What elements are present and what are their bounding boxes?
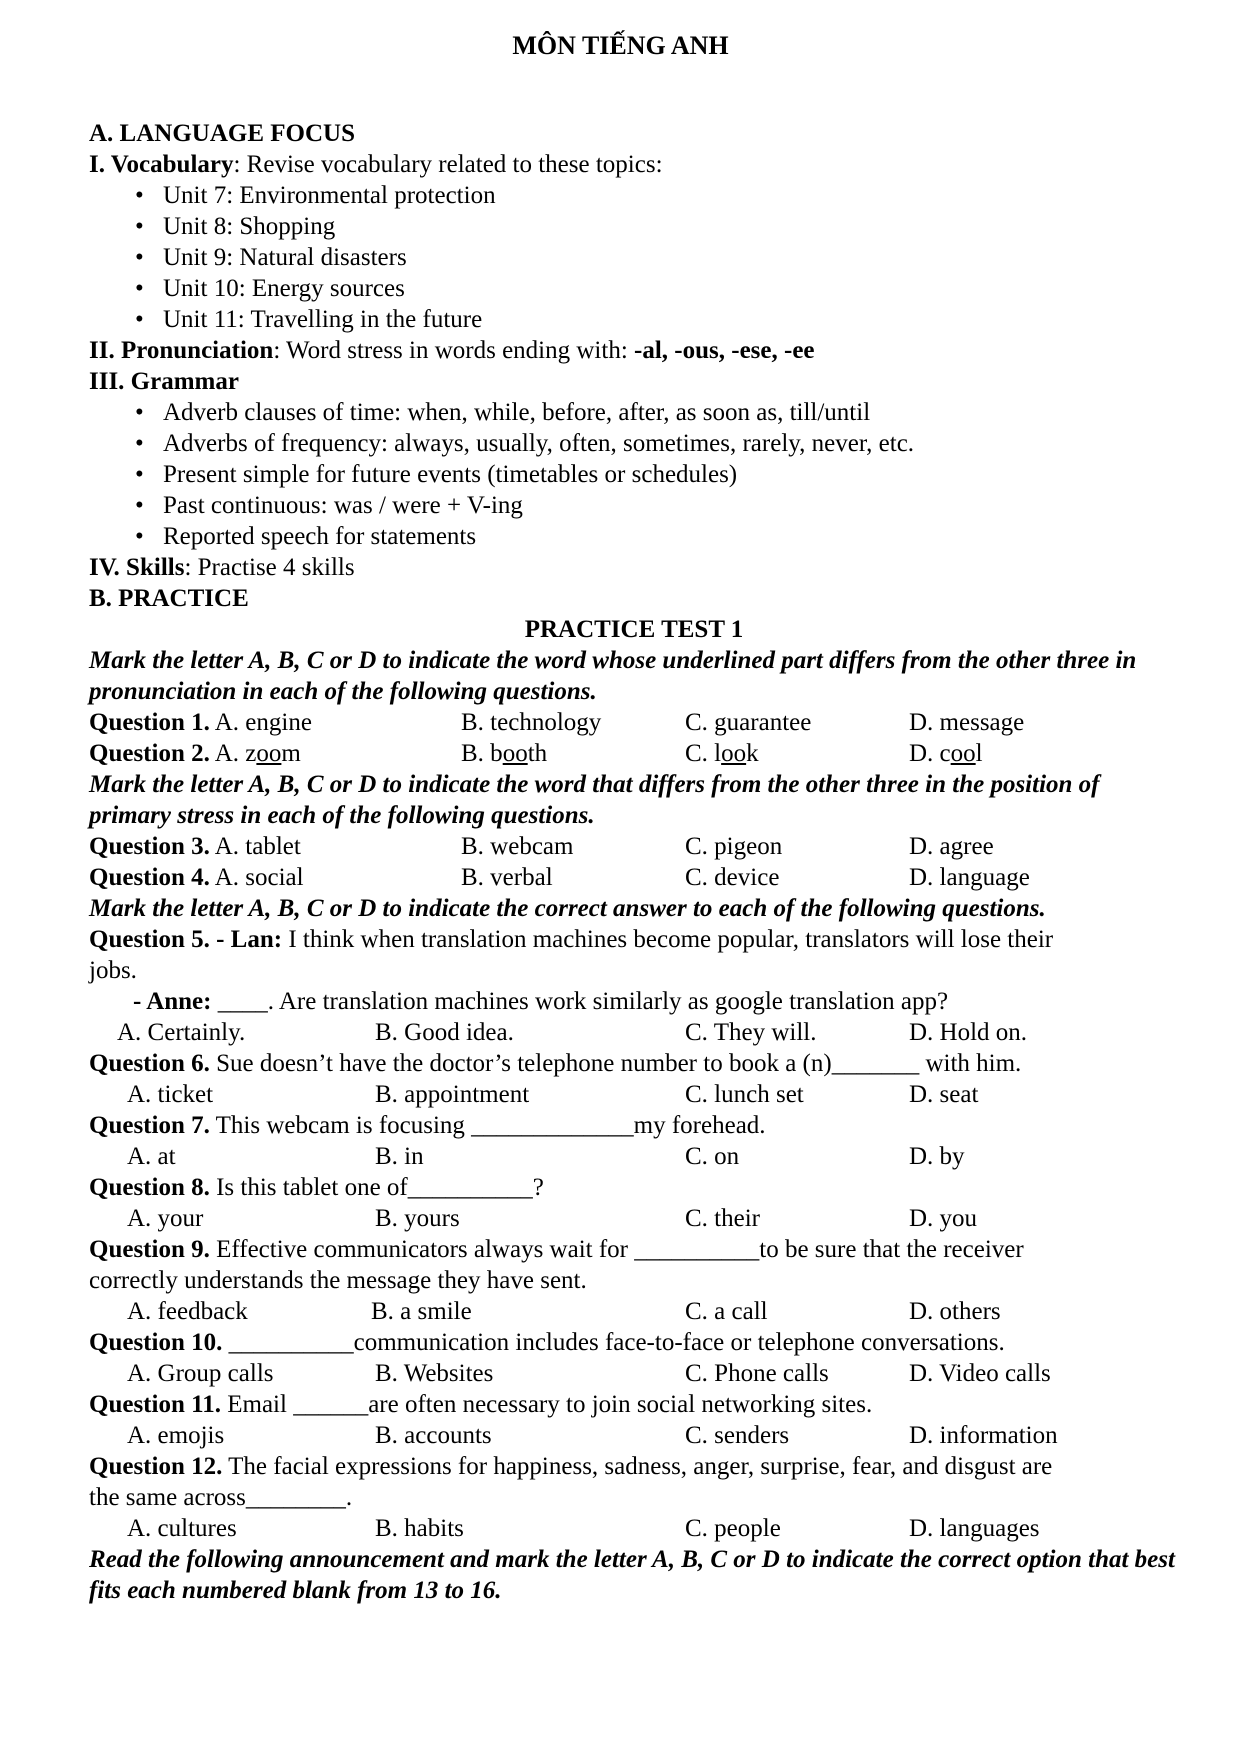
instruction-stress: Mark the letter A, B, C or D to indicate the word that differs from the other three in the position of primary stress in each of the following questions. [89,771,1100,829]
option-c: C. device [685,864,780,891]
option-b: B. webcam [461,833,574,860]
skills-heading [89,552,1179,583]
question-11-options [89,1420,1179,1451]
option-a: A. ticket [127,1081,214,1108]
option-a: A. Group calls [127,1360,274,1387]
question-label: Question 8. [89,1174,210,1201]
option-b: B. verbal [461,864,553,891]
option-c: C. on [685,1143,740,1170]
question-12-options [89,1513,1179,1544]
question-label: Question 3. [89,833,210,860]
question-6 [89,1048,1179,1079]
option-d: D. agree [909,833,994,860]
question-label: Question 9. [89,1236,210,1263]
speaker-anne: - Anne: [133,988,212,1015]
option-c: C. senders [685,1422,790,1449]
option-d: D. seat [909,1081,979,1108]
option-b: B. a smile [371,1298,472,1325]
question-label: Question 6. [89,1050,210,1077]
list-item: • Reported speech for statements [89,521,1179,552]
question-text: Email ______are often necessary to join social networking sites. [220,1391,873,1418]
question-1 [89,707,1179,738]
option-a: A. tablet [214,833,301,860]
grammar-heading: III. Grammar [89,368,239,395]
question-5-lan-cont: jobs. [89,957,137,984]
option-b: B. appointment [375,1081,530,1108]
question-label: Question 11. [89,1391,221,1418]
option-b: B. booth [461,740,548,767]
list-item: • Present simple for future events (timetables or schedules) [89,459,1179,490]
page-title: MÔN TIẾNG ANH [512,31,729,60]
question-4 [89,862,1179,893]
option-c: C. a call [685,1298,768,1325]
option-a: A. at [127,1143,176,1170]
question-12-cont: the same across________. [89,1484,353,1511]
option-a: A. engine [214,709,312,736]
question-text: Is this tablet one of__________? [209,1174,544,1201]
question-7 [89,1110,1179,1141]
option-c: C. lunch set [685,1081,804,1108]
question-text: Effective communicators always wait for __________to be sure that the receiver [209,1236,1024,1263]
list-item: • Unit 11: Travelling in the future [89,304,1179,335]
option-c: C. pigeon [685,833,783,860]
option-d: D. you [909,1205,978,1232]
question-text: The facial expressions for happiness, sadness, anger, surprise, fear, and disgust are [222,1453,1053,1480]
skills-text: : Practise 4 skills [184,554,355,581]
option-d: D. information [909,1422,1058,1449]
grammar-list [89,397,1179,552]
pronunciation-label: II. Pronunciation [89,337,274,364]
option-a: A. social [214,864,304,891]
option-b: B. yours [375,1205,460,1232]
option-a: A. Certainly. [117,1019,246,1046]
option-c: C. Phone calls [685,1360,829,1387]
question-row [89,831,301,862]
pronunciation-text: : Word stress in words ending with: [273,337,635,364]
question-label: Question 12. [89,1453,223,1480]
vocabulary-list [89,180,1179,335]
question-10 [89,1327,1179,1358]
list-item: • Unit 9: Natural disasters [89,242,1179,273]
list-item: • Unit 8: Shopping [89,211,1179,242]
option-c: C. look [685,740,759,767]
anne-text: ____. Are translation machines work similarly as google translation app? [211,988,949,1015]
document-body [89,118,1179,1606]
question-label: Question 5. [89,926,210,953]
option-c: C. guarantee [685,709,812,736]
test-title: PRACTICE TEST 1 [524,616,744,643]
question-5-lan [89,924,1179,955]
question-12 [89,1451,1179,1482]
option-a: A. emojis [127,1422,225,1449]
pronunciation-heading [89,335,1179,366]
option-c: C. their [685,1205,760,1232]
question-11 [89,1389,1179,1420]
option-d: D. cool [909,740,983,767]
question-label: Question 10. [89,1329,223,1356]
question-9-options [89,1296,1179,1327]
option-d: D. by [909,1143,965,1170]
option-b: B. accounts [375,1422,492,1449]
pronunciation-endings: -al, -ous, -ese, -ee [634,337,815,364]
option-c: C. They will. [685,1019,817,1046]
question-5-anne [89,986,1179,1017]
question-7-options [89,1141,1179,1172]
question-text: __________communication includes face-to-face or telephone conversations. [222,1329,1005,1356]
option-a: A. zoom [214,740,301,767]
question-row [89,738,301,769]
question-2 [89,738,1179,769]
skills-label: IV. Skills [89,554,185,581]
lan-text: I think when translation machines become popular, translators will lose their [282,926,1054,953]
question-label: Question 1. [89,709,210,736]
question-text: Sue doesn’t have the doctor’s telephone number to book a (n)_______ with him. [209,1050,1022,1077]
section-a-heading: A. LANGUAGE FOCUS [89,120,355,147]
question-label: Question 7. [89,1112,210,1139]
question-label: Question 2. [89,740,210,767]
option-a: A. cultures [127,1515,237,1542]
question-5-options [89,1017,1179,1048]
list-item: • Adverb clauses of time: when, while, before, after, as soon as, till/until [89,397,1179,428]
question-text: This webcam is focusing _____________my forehead. [209,1112,766,1139]
question-row [89,707,312,738]
option-b: B. Websites [375,1360,494,1387]
vocabulary-heading [89,149,1179,180]
list-item: • Unit 10: Energy sources [89,273,1179,304]
instruction-reading: Read the following announcement and mark the letter A, B, C or D to indicate the correct option that best fits each numbered blank from 13 to 16. [89,1546,1175,1604]
list-item: • Adverbs of frequency: always, usually, often, sometimes, rarely, never, etc. [89,428,1179,459]
option-a: A. feedback [127,1298,248,1325]
option-b: B. habits [375,1515,464,1542]
list-item: • Unit 7: Environmental protection [89,180,1179,211]
instruction-correct-answer: Mark the letter A, B, C or D to indicate the correct answer to each of the following questions. [89,895,1046,922]
option-d: D. languages [909,1515,1040,1542]
option-d: D. Video calls [909,1360,1051,1387]
section-b-heading: B. PRACTICE [89,585,249,612]
option-d: D. Hold on. [909,1019,1028,1046]
option-b: B. in [375,1143,424,1170]
question-8 [89,1172,1179,1203]
vocabulary-label: I. Vocabulary [89,151,234,178]
question-10-options [89,1358,1179,1389]
option-b: B. technology [461,709,602,736]
option-c: C. people [685,1515,781,1542]
question-9-cont: correctly understands the message they have sent. [89,1267,587,1294]
speaker-lan: - Lan: [216,926,283,953]
question-9 [89,1234,1179,1265]
option-d: D. language [909,864,1030,891]
question-3 [89,831,1179,862]
instruction-pronunciation: Mark the letter A, B, C or D to indicate the word whose underlined part differs from the other three in pronunciation in each of the following questions. [89,647,1137,705]
list-item: • Past continuous: was / were + V-ing [89,490,1179,521]
vocabulary-text: : Revise vocabulary related to these topics: [233,151,663,178]
question-label: Question 4. [89,864,210,891]
question-row [89,862,304,893]
option-b: B. Good idea. [375,1019,514,1046]
option-d: D. others [909,1298,1001,1325]
option-d: D. message [909,709,1025,736]
option-a: A. your [127,1205,204,1232]
question-8-options [89,1203,1179,1234]
question-6-options [89,1079,1179,1110]
